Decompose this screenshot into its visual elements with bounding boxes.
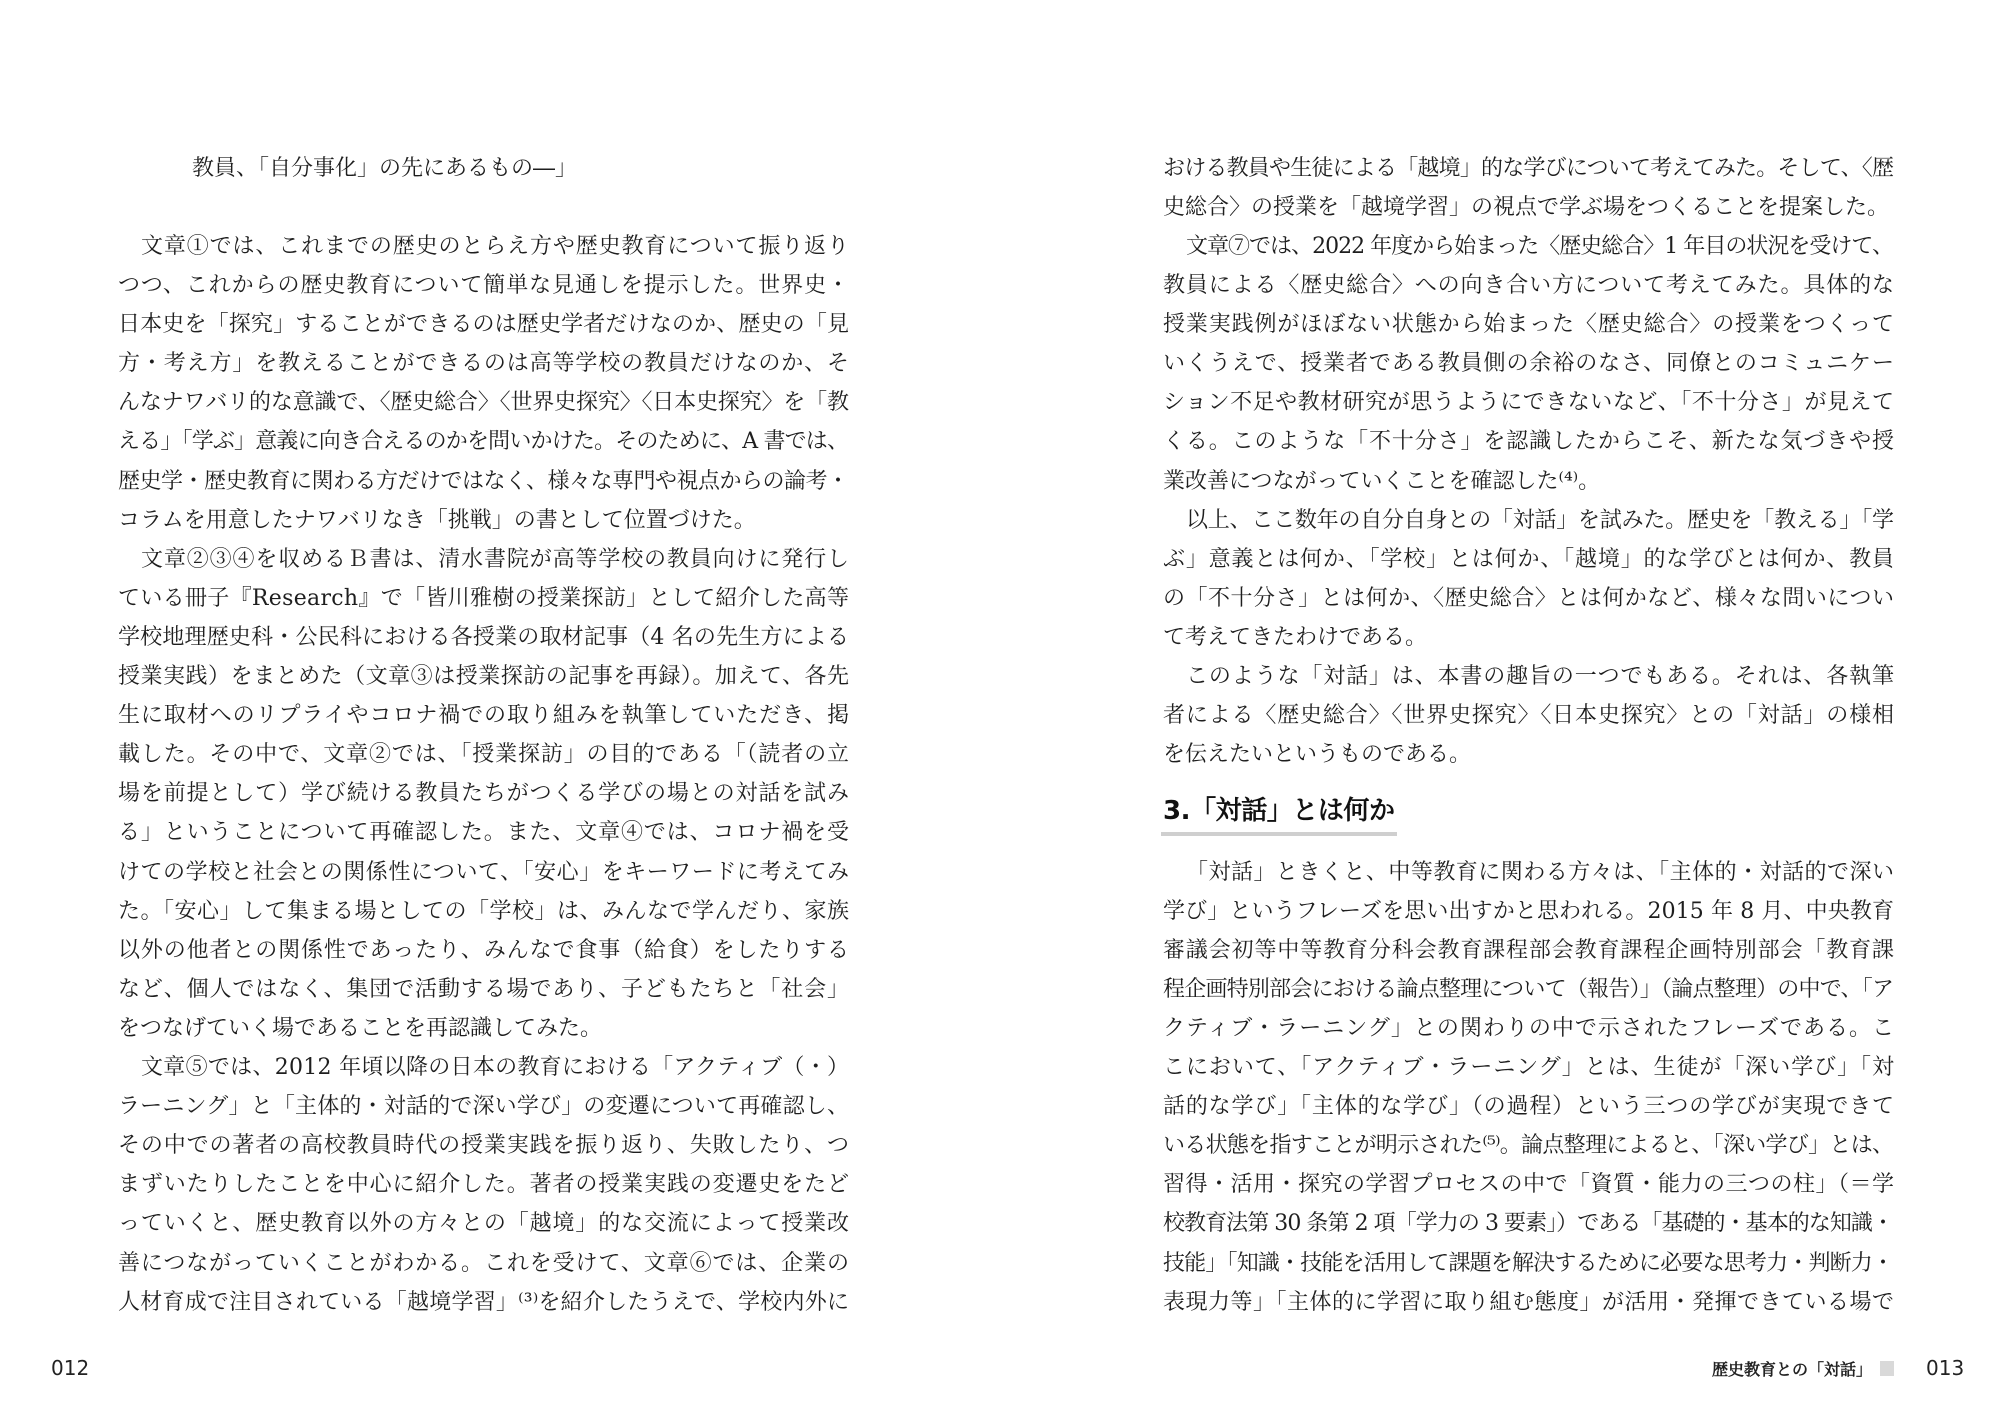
section-heading: 3.「対話」とは何か bbox=[1163, 796, 1395, 826]
heading-underline bbox=[1161, 832, 1397, 836]
text-line: 生に取材へのリプライやコロナ禍での取り組みを執筆していただき、掲 bbox=[118, 703, 849, 728]
text-line: 学び」というフレーズを思い出すかと思われる。2015 年 8 月、中央教育 bbox=[1163, 899, 1894, 924]
text-line: 授業実践例がほぼない状態から始まった〈歴史総合〉の授業をつくって bbox=[1163, 312, 1894, 337]
text-line: 業改善につながっていくことを確認した⁽⁴⁾。 bbox=[1163, 469, 1601, 494]
text-line: こにおいて、「アクティブ・ラーニング」とは、生徒が「深い学び」「対 bbox=[1163, 1055, 1894, 1080]
text-line: つつ、これからの歴史教育について簡単な見通しを提示した。世界史・ bbox=[118, 273, 849, 298]
page-number-left: 012 bbox=[51, 1356, 90, 1380]
text-line: 表現力等」「主体的に学習に取り組む態度」が活用・発揮できている場で bbox=[1163, 1290, 1894, 1315]
text-line: 審議会初等中等教育分科会教育課程部会教育課程企画特別部会「教育課 bbox=[1163, 938, 1894, 963]
text-line: える」「学ぶ」意義に向き合えるのかを問いかけた。そのために、A 書では、 bbox=[118, 429, 849, 454]
text-line: を伝えたいというものである。 bbox=[1163, 742, 1472, 767]
text-line: 技能」「知識・技能を活用して課題を解決するために必要な思考力・判断力・ bbox=[1163, 1251, 1894, 1276]
running-title: 歴史教育との「対話」 bbox=[1711, 1360, 1872, 1379]
text-line: 習得・活用・探究の学習プロセスの中で「資質・能力の三つの柱」（＝学 bbox=[1163, 1172, 1894, 1197]
text-line: の「不十分さ」とは何か、〈歴史総合〉とは何かなど、様々な問いについ bbox=[1163, 586, 1894, 611]
text-line: いくうえで、授業者である教員側の余裕のなさ、同僚とのコミュニケー bbox=[1163, 351, 1894, 376]
text-line: 人材育成で注目されている「越境学習」⁽³⁾を紹介したうえで、学校内外に bbox=[118, 1290, 849, 1315]
text-line: て考えてきたわけである。 bbox=[1163, 625, 1428, 650]
text-line: 方・考え方」を教えることができるのは高等学校の教員だけなのか、そ bbox=[118, 351, 849, 376]
text-line: けての学校と社会との関係性について、「安心」をキーワードに考えてみ bbox=[118, 860, 849, 885]
text-line: る」ということについて再確認した。また、文章④では、コロナ禍を受 bbox=[118, 820, 849, 845]
text-line: おける教員や生徒による「越境」的な学びについて考えてみた。そして、〈歴 bbox=[1163, 156, 1894, 181]
text-line: ている冊子『Research』で「皆川雅樹の授業探訪」として紹介した高等 bbox=[118, 586, 849, 611]
lead-line: 教員、「自分事化」の先にあるもの―」 bbox=[192, 156, 578, 181]
text-line: このような「対話」は、本書の趣旨の一つでもある。それは、各執筆 bbox=[1186, 664, 1894, 689]
text-line: コラムを用意したナワバリなき「挑戦」の書として位置づけた。 bbox=[118, 508, 756, 533]
text-line: 文章①では、これまでの歴史のとらえ方や歴史教育について振り返り bbox=[141, 234, 849, 259]
text-line: 話的な学び」「主体的な学び」（の過程）という三つの学びが実現できて bbox=[1163, 1094, 1894, 1119]
text-line: 載した。その中で、文章②では、「授業探訪」の目的である「（読者の立 bbox=[118, 742, 849, 767]
text-line: 場を前提として）学び続ける教員たちがつくる学びの場との対話を試み bbox=[118, 781, 849, 806]
text-line: 以外の他者との関係性であったり、みんなで食事（給食）をしたりする bbox=[118, 938, 849, 963]
text-line: 文章⑦では、2022 年度から始まった〈歴史総合〉1 年目の状況を受けて、 bbox=[1186, 234, 1894, 259]
right-footer bbox=[1712, 1356, 1964, 1380]
text-line: 日本史を「探究」することができるのは歴史学者だけなのか、歴史の「見 bbox=[118, 312, 849, 337]
text-line: 「対話」ときくと、中等教育に関わる方々は、「主体的・対話的で深い bbox=[1186, 860, 1894, 885]
text-line: クティブ・ラーニング」との関わりの中で示されたフレーズである。こ bbox=[1163, 1016, 1894, 1041]
text-line: くる。このような「不十分さ」を認識したからこそ、新たな気づきや授 bbox=[1163, 429, 1894, 454]
text-line: 学校地理歴史科・公民科における各授業の取材記事（4 名の先生方による bbox=[118, 625, 849, 650]
text-line: 文章②③④を収めるＢ書は、清水書院が高等学校の教員向けに発行し bbox=[141, 547, 849, 572]
text-line: ション不足や教材研究が思うようにできないなど、「不十分さ」が見えて bbox=[1163, 390, 1894, 415]
text-line: 授業実践）をまとめた（文章③は授業探訪の記事を再録）。加えて、各先 bbox=[118, 664, 849, 689]
page-number-right: 013 bbox=[1926, 1356, 1965, 1380]
footer-marker-square bbox=[1880, 1361, 1894, 1376]
text-line: まずいたりしたことを中心に紹介した。著者の授業実践の変遷史をたど bbox=[118, 1172, 849, 1197]
text-line: 文章⑤では、2012 年頃以降の日本の教育における「アクティブ（・） bbox=[141, 1055, 849, 1080]
text-line: をつなげていく場であることを再認識してみた。 bbox=[118, 1016, 603, 1041]
text-line: んなナワバリ的な意識で、〈歴史総合〉〈世界史探究〉〈日本史探究〉を「教 bbox=[118, 390, 849, 415]
text-line: た。「安心」して集まる場としての「学校」は、みんなで学んだり、家族 bbox=[118, 899, 849, 924]
text-line: その中での著者の高校教員時代の授業実践を振り返り、失敗したり、つ bbox=[118, 1133, 849, 1158]
text-line: ラーニング」と「主体的・対話的で深い学び」の変遷について再確認し、 bbox=[118, 1094, 849, 1119]
text-line: 歴史学・歴史教育に関わる方だけではなく、様々な専門や視点からの論考・ bbox=[118, 469, 849, 494]
text-line: 史総合〉の授業を「越境学習」の視点で学ぶ場をつくることを提案した。 bbox=[1163, 195, 1890, 220]
text-line: など、個人ではなく、集団で活動する場であり、子どもたちと「社会」 bbox=[118, 977, 849, 1002]
text-line: ぶ」意義とは何か、「学校」とは何か、「越境」的な学びとは何か、教員 bbox=[1163, 547, 1894, 572]
text-line: いる状態を指すことが明示された⁽⁵⁾。論点整理によると、「深い学び」とは、 bbox=[1163, 1133, 1894, 1158]
text-line: 校教育法第 30 条第 2 項「学力の 3 要素」）である「基礎的・基本的な知識・ bbox=[1163, 1211, 1894, 1236]
text-line: 教員による〈歴史総合〉への向き合い方について考えてみた。具体的な bbox=[1163, 273, 1894, 298]
text-line: 者による〈歴史総合〉〈世界史探究〉〈日本史探究〉との「対話」の様相 bbox=[1163, 703, 1894, 728]
text-line: 以上、ここ数年の自分自身との「対話」を試みた。歴史を「教える」「学 bbox=[1186, 508, 1894, 533]
text-line: っていくと、歴史教育以外の方々との「越境」的な交流によって授業改 bbox=[118, 1211, 849, 1236]
text-line: 程企画特別部会における論点整理について（報告）」（論点整理）の中で、「ア bbox=[1163, 977, 1894, 1002]
text-line: 善につながっていくことがわかる。これを受けて、文章⑥では、企業の bbox=[118, 1251, 849, 1276]
